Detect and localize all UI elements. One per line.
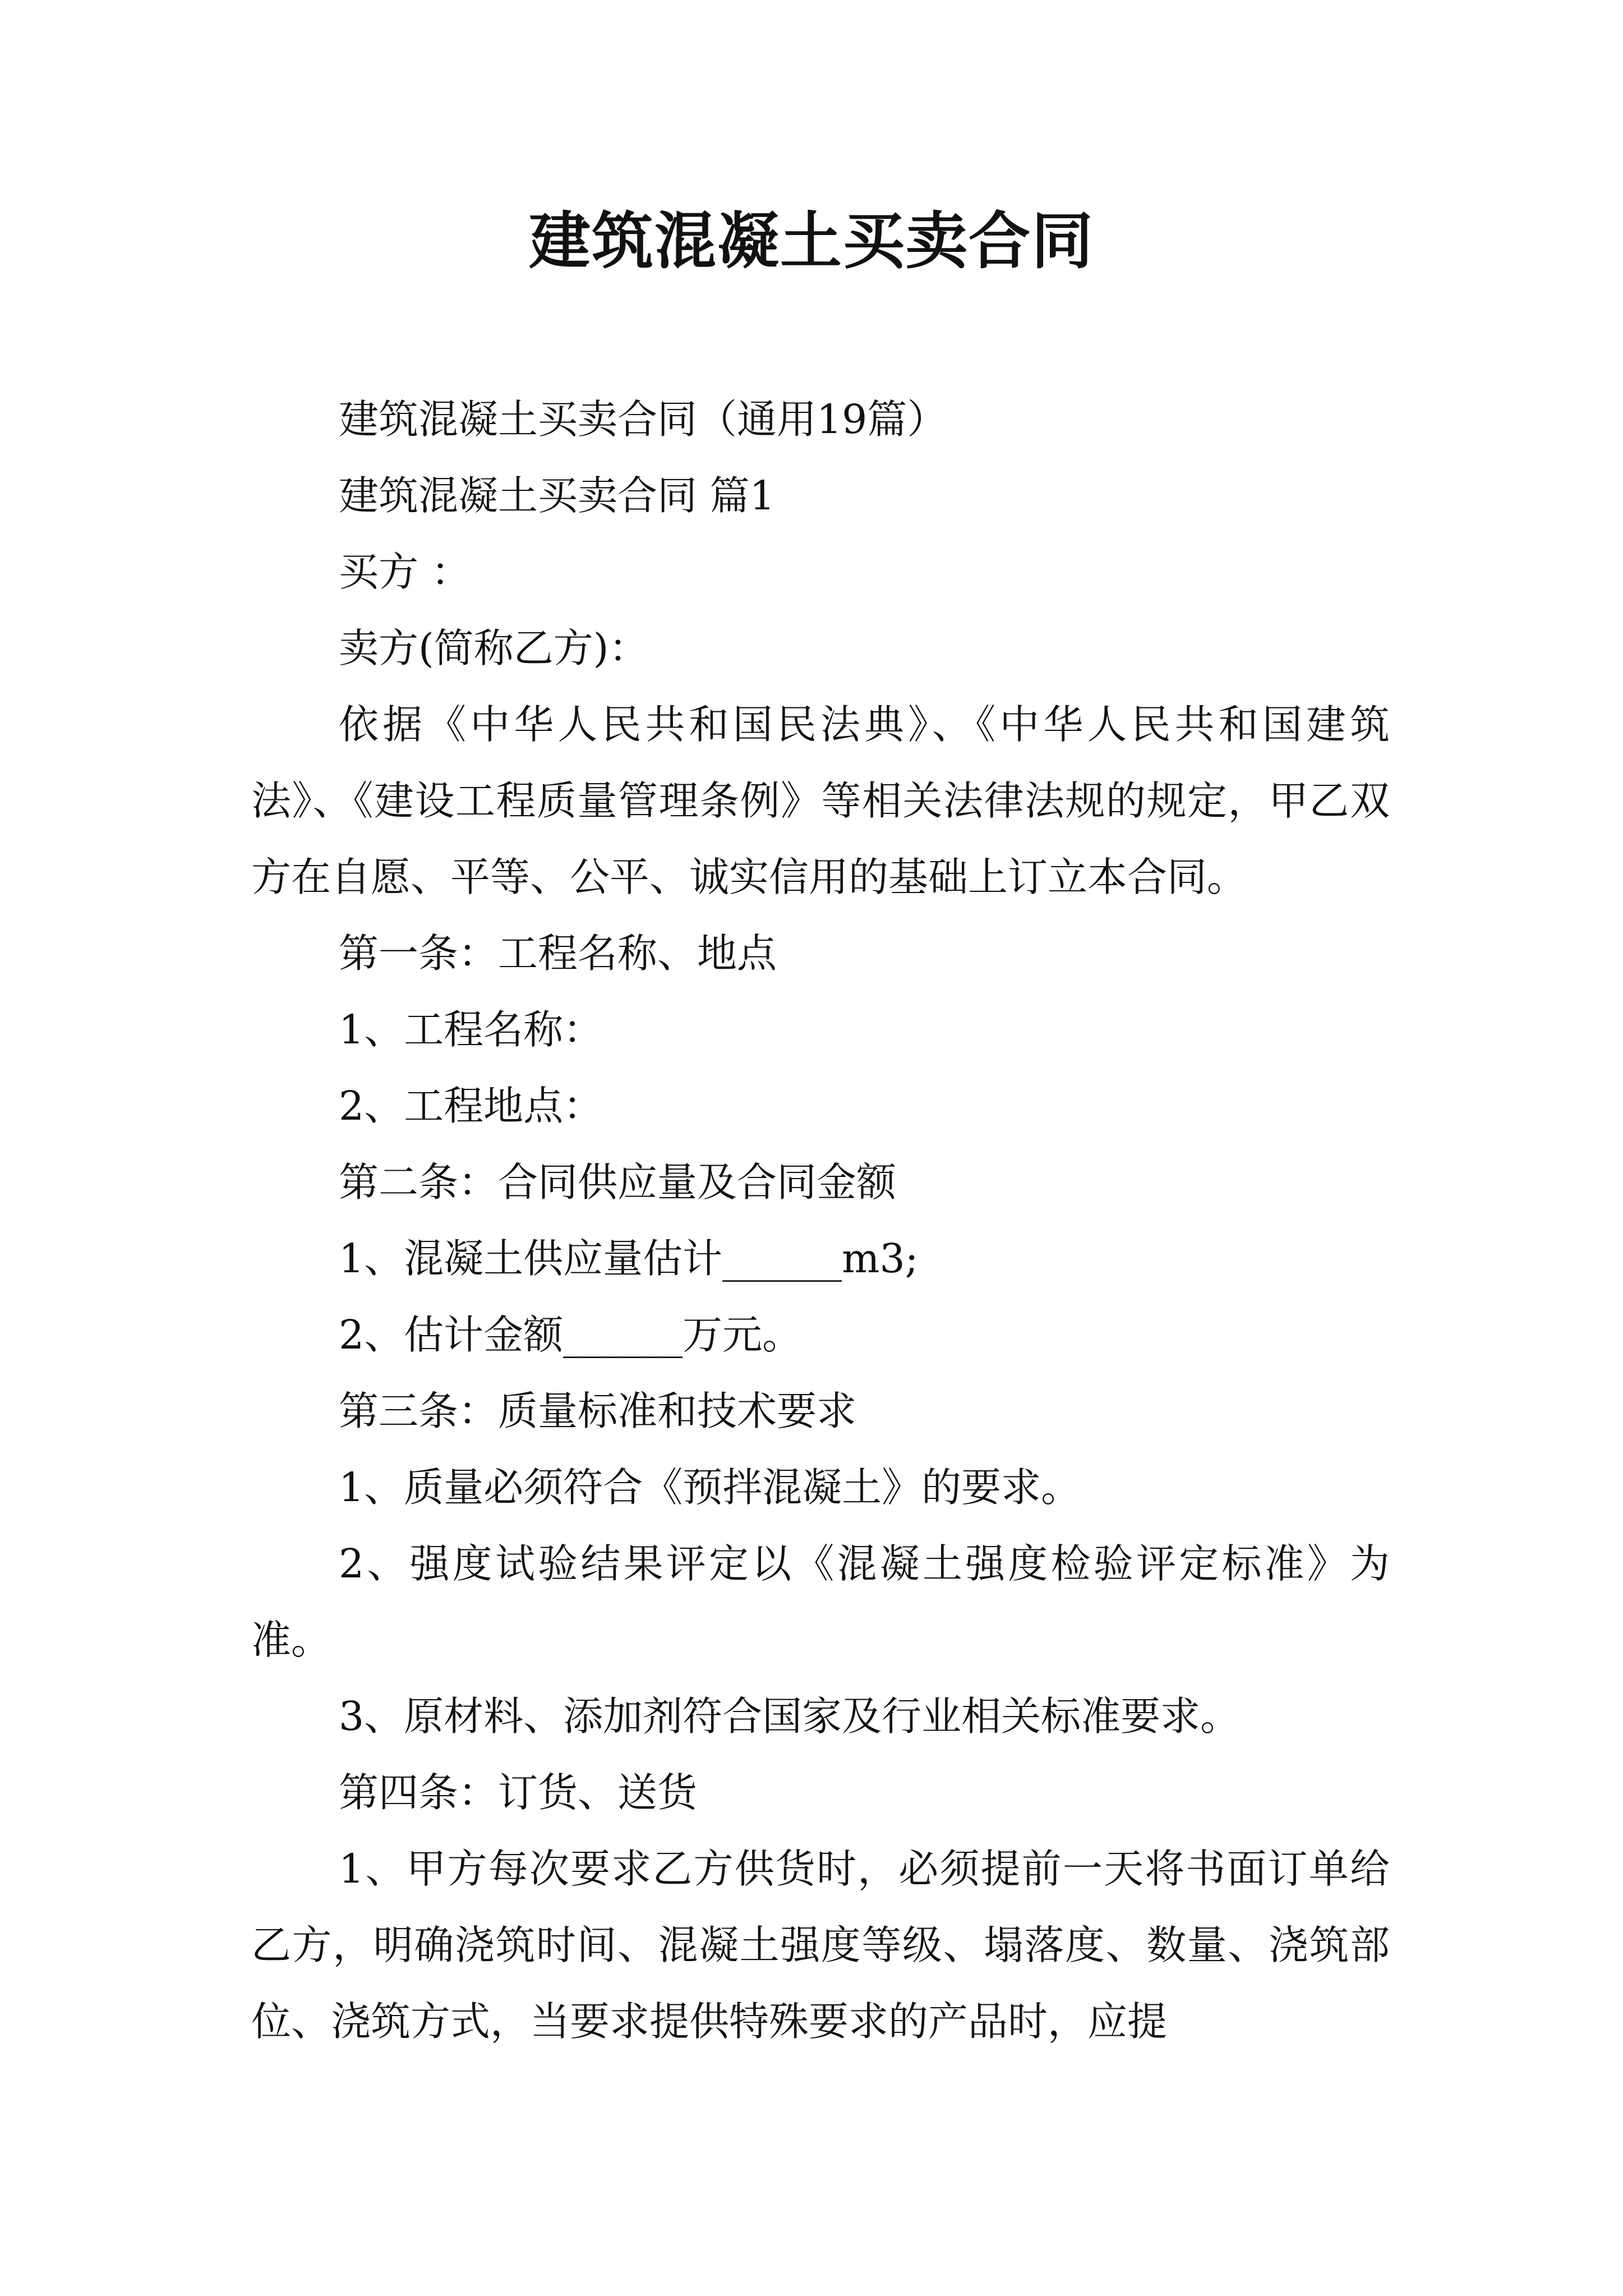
article-2-item-1: 1、混凝土供应量估计______m3;	[339, 1235, 919, 1282]
article-3-item-3: 3、原材料、添加剂符合国家及行业相关标准要求。	[339, 1693, 1241, 1740]
section-heading-part-1: 建筑混凝土买卖合同 篇1	[339, 472, 775, 519]
article-4-item-1: 1、甲方每次要求乙方供货时，必须提前一天将书面订单给乙方，明确浇筑时间、混凝土强度等级、塌落度、数量、浇筑部位、浇筑方式，当要求提供特殊要求的产品时，应提	[251, 1846, 1390, 2045]
preamble-paragraph: 依据《中华人民共和国民法典》、《中华人民共和国建筑法》、《建设工程质量管理条例》等相关法律法规的规定，甲乙双方在自愿、平等、公平、诚实信用的基础上订立本合同。	[251, 701, 1390, 900]
seller-line: 卖方(简称乙方)：	[339, 625, 649, 671]
document-title: 建筑混凝土买卖合同	[529, 205, 1094, 277]
article-3-item-2: 2、强度试验结果评定以《混凝土强度检验评定标准》为准。	[251, 1540, 1390, 1663]
document-body	[251, 381, 1390, 2060]
article-1-item-2: 2、工程地点：	[339, 1083, 603, 1129]
article-2-item-2: 2、估计金额______万元。	[339, 1312, 803, 1358]
article-3-item-1: 1、质量必须符合《预拌混凝土》的要求。	[339, 1464, 1081, 1511]
subtitle-general: 建筑混凝土买卖合同（通用19篇）	[339, 396, 947, 443]
article-2-heading: 第二条：合同供应量及合同金额	[339, 1159, 897, 1205]
article-4-heading: 第四条：订货、送货	[339, 1769, 698, 1816]
article-1-heading: 第一条：工程名称、地点	[339, 930, 777, 977]
article-1-item-1: 1、工程名称：	[339, 1006, 603, 1053]
buyer-line: 买方 ：	[339, 549, 471, 595]
article-3-heading: 第三条：质量标准和技术要求	[339, 1388, 857, 1434]
